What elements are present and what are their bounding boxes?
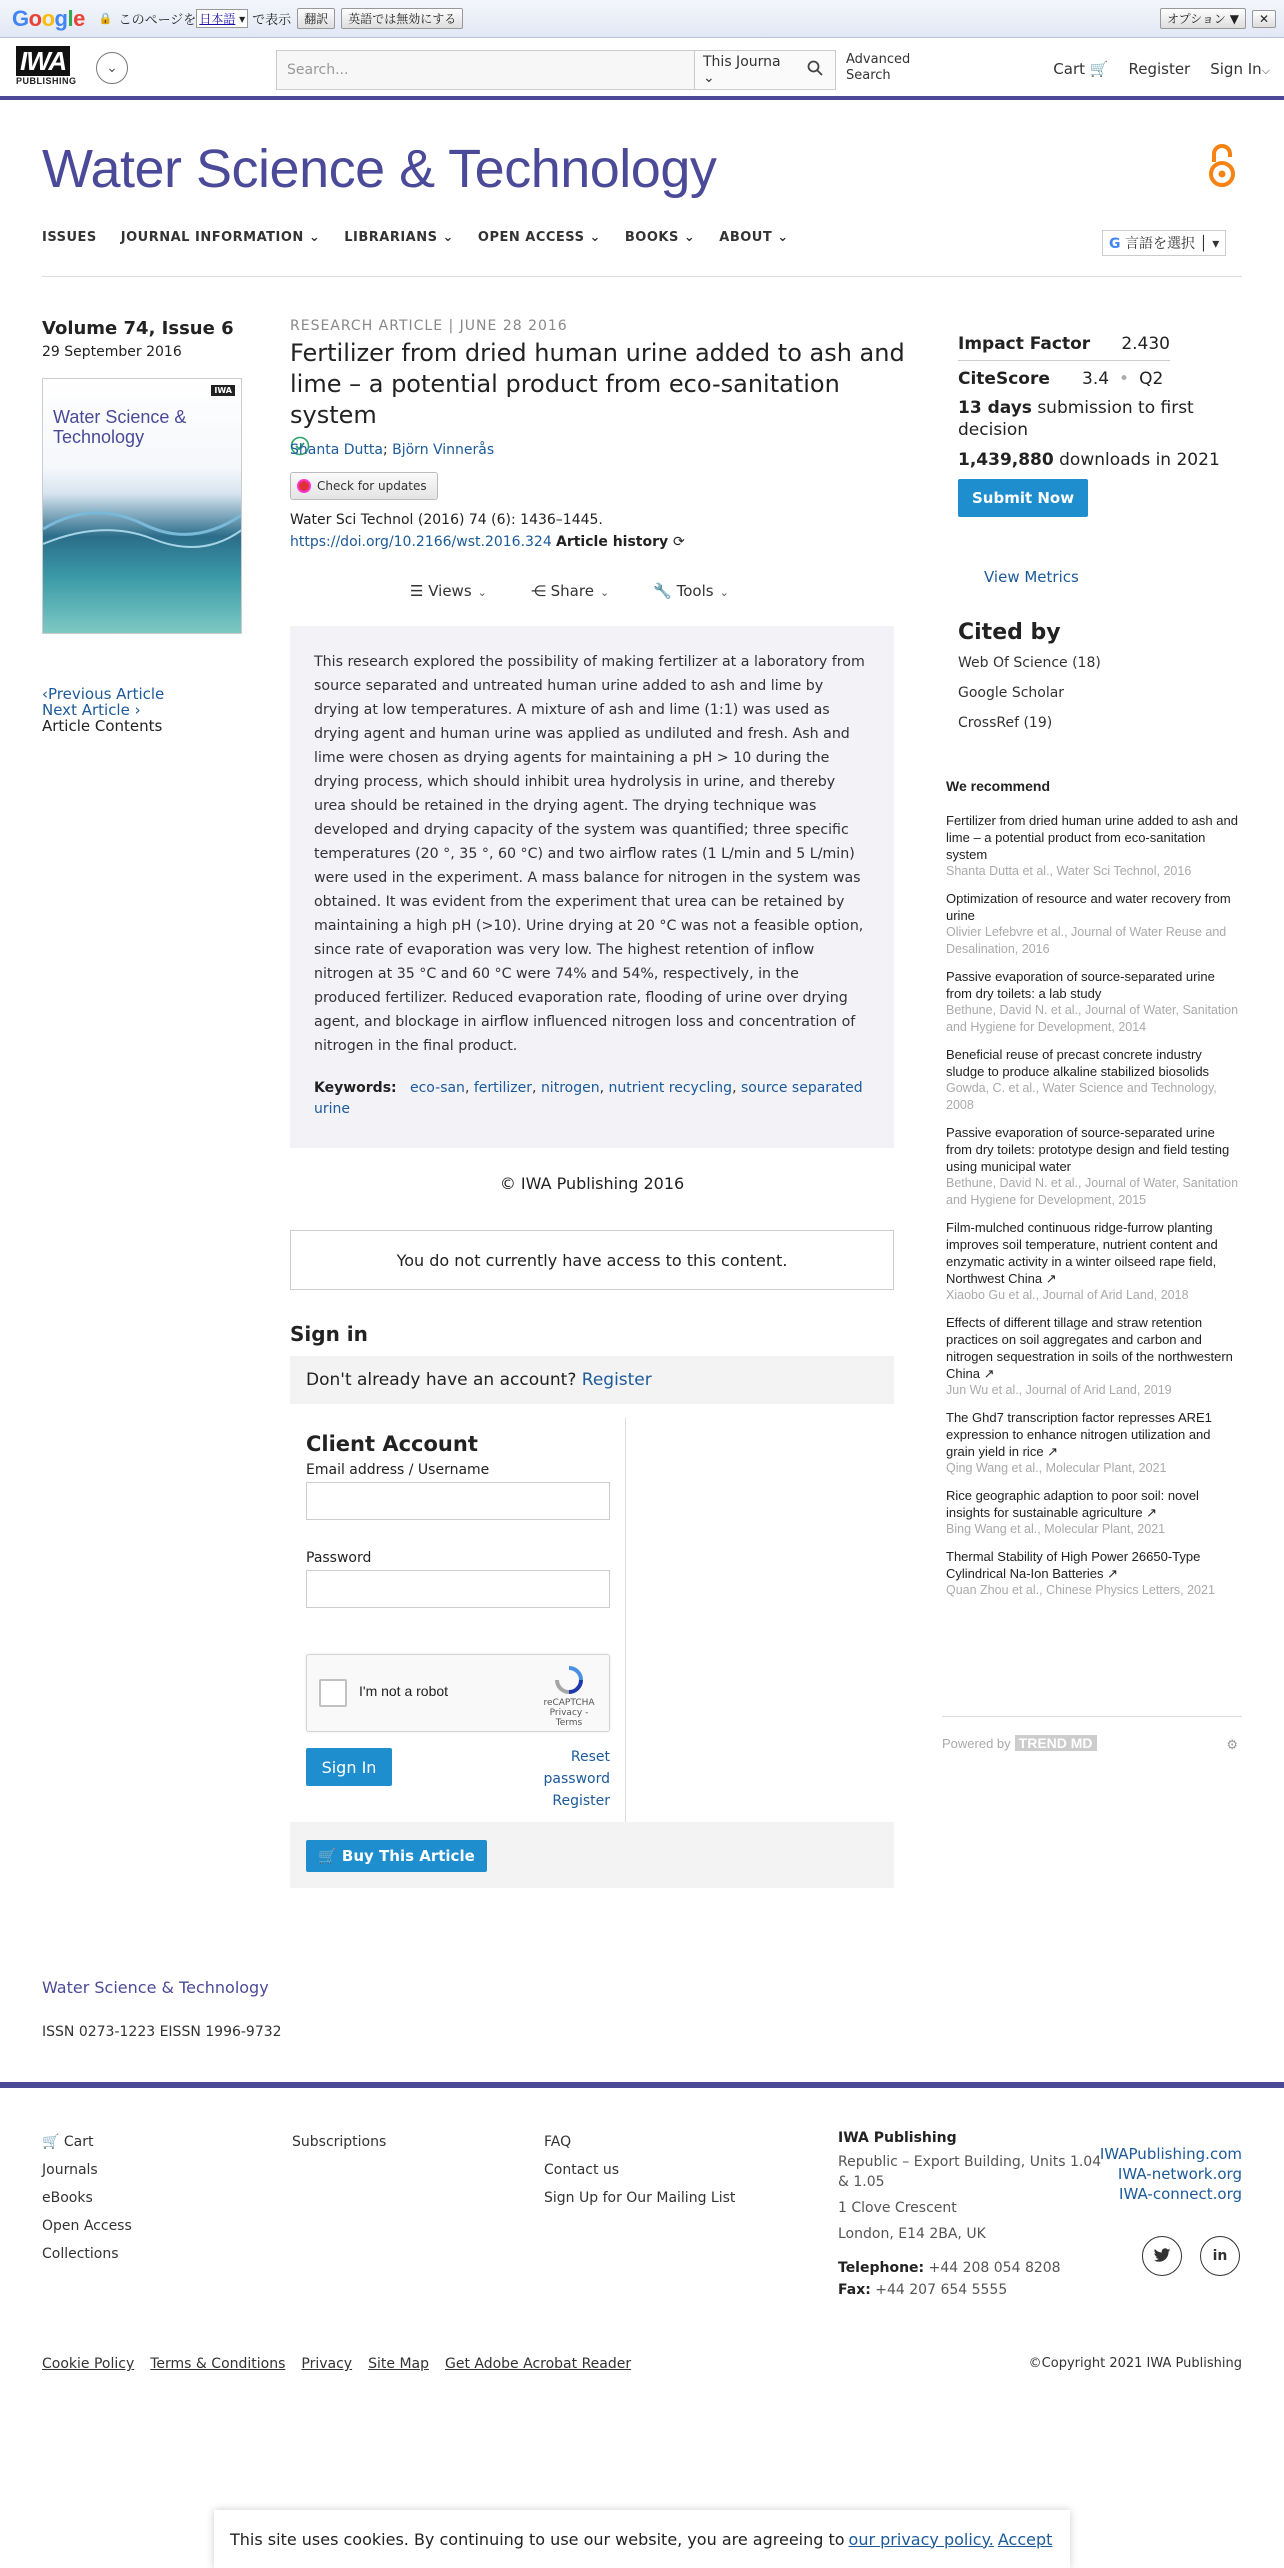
journal-nav xyxy=(42,230,789,245)
history-icon: ⟳ xyxy=(673,534,685,550)
divider xyxy=(42,276,1242,277)
site-link[interactable]: IWA-connect.org xyxy=(1119,2185,1242,2203)
footer-col-1 xyxy=(42,2128,132,2268)
keyword-link[interactable]: fertilizer xyxy=(473,1080,533,1096)
password-label: Password xyxy=(306,1550,372,1566)
translate-suffix: で表示 xyxy=(252,13,292,28)
powered-by-trendmd: Powered by TREND MD ⚙ xyxy=(942,1716,1242,1751)
keywords: Keywords: eco-san, fertilizer, nitrogen, nutrient recycling, source separated urine xyxy=(314,1080,863,1117)
publisher-address: IWA Publishing Republic – Export Building, Units 1.04 & 1.05 1 Clove Crescent London, E14 2BA, UK Telephone: +44 208 054 8208 Fax: +44 207 654 5555 xyxy=(838,2130,1102,2298)
authors: Shanta Dutta; Björn Vinnerås xyxy=(290,442,495,458)
cited-by-item[interactable]: Web Of Science (18) xyxy=(958,655,1101,671)
recommendation-item[interactable]: Thermal Stability of High Power 26650-Type Cylindrical Na-Ion Batteries ↗ Quan Zhou et al., Chinese Physics Letters, 2021 xyxy=(946,1549,1215,1597)
password-field[interactable] xyxy=(306,1570,610,1608)
cover-title: Water Science & Technology xyxy=(53,407,187,447)
wrench-icon: 🔧 xyxy=(653,582,672,600)
open-access-icon xyxy=(1204,144,1240,192)
cited-by-heading: Cited by xyxy=(958,620,1061,645)
buy-article-button[interactable]: 🛒 Buy This Article xyxy=(306,1840,487,1872)
google-logo: Google xyxy=(12,5,85,31)
sign-in-button[interactable]: Sign In xyxy=(306,1748,392,1786)
chevron-down-icon: ⌵ xyxy=(1261,64,1270,77)
iwa-logo[interactable]: IWA PUBLISHING xyxy=(16,46,77,86)
recommendation-item[interactable]: Film-mulched continuous ridge-furrow planting improves soil temperature, nutrient content and enzymatic activity in a winter oilseed rape field, Northwest China ↗ Xiaobo Gu et al., Journal of Arid Land, 2018 xyxy=(946,1220,1218,1302)
privacy-link[interactable]: Privacy xyxy=(301,2356,353,2372)
accept-cookies-link[interactable]: Accept xyxy=(997,2529,1053,2549)
sign-in-heading: Sign in xyxy=(290,1322,368,1346)
chevron-down-icon: ⌄ xyxy=(599,586,610,599)
register-link[interactable]: Register xyxy=(1128,60,1191,78)
register-link[interactable]: Register xyxy=(552,1793,610,1809)
recaptcha-checkbox[interactable] xyxy=(319,1679,347,1707)
disable-translate-button[interactable]: 英語では無効にする xyxy=(341,8,463,29)
chevron-left-icon: ‹ xyxy=(42,685,48,703)
recaptcha-label: I'm not a robot xyxy=(359,1683,449,1699)
recommendation-item[interactable]: The Ghd7 transcription factor represses ARE1 expression to enhance nitrogen utilization and grain yield in rice ↗ Qing Wang et al., Molecular Plant, 2021 xyxy=(946,1410,1212,1475)
citation: Water Sci Technol (2016) 74 (6): 1436–1445. xyxy=(290,512,603,528)
advanced-search-link[interactable]: Advanced Search xyxy=(846,52,911,83)
cart-link[interactable]: Cart 🛒 xyxy=(1053,60,1109,78)
client-account-heading: Client Account xyxy=(306,1432,478,1456)
author-link[interactable]: Shanta Dutta xyxy=(290,442,383,458)
recaptcha xyxy=(306,1654,610,1732)
close-icon[interactable]: ✕ xyxy=(1252,10,1276,28)
header-actions xyxy=(1053,60,1270,78)
recaptcha-icon xyxy=(554,1665,584,1695)
author-link[interactable]: Björn Vinnerås xyxy=(392,442,495,458)
translate-button[interactable]: 翻訳 xyxy=(297,8,335,29)
views-icon: ☰ xyxy=(410,582,424,600)
register-prompt: Don't already have an account? Register xyxy=(290,1356,894,1404)
cart-icon: 🛒 xyxy=(1089,60,1109,78)
share-icon: ⋲ xyxy=(530,582,546,600)
site-link[interactable]: IWA-network.org xyxy=(1117,2165,1242,2183)
footer-subscriptions-link[interactable]: Subscriptions xyxy=(292,2134,387,2150)
cover-wave xyxy=(43,499,242,559)
site-map-link[interactable]: Site Map xyxy=(368,2356,429,2372)
footer-journals-link[interactable]: Journals xyxy=(42,2162,98,2178)
account-links xyxy=(504,1746,610,1812)
volume-issue[interactable]: Volume 74, Issue 6 xyxy=(42,318,234,339)
reset-password-link[interactable]: Reset password xyxy=(543,1749,610,1787)
footer-copyright: ©Copyright 2021 IWA Publishing xyxy=(1028,2356,1242,2371)
email-label: Email address / Username xyxy=(306,1462,490,1478)
nav-open-access[interactable]: OPEN ACCESS ⌄ xyxy=(477,230,601,245)
translate-options-button[interactable]: オプション ▼ xyxy=(1160,8,1246,29)
cart-icon: 🛒 xyxy=(318,1847,337,1865)
footer-col-3 xyxy=(544,2128,735,2212)
nav-issues[interactable]: ISSUES xyxy=(42,230,97,245)
client-account-form xyxy=(290,1418,626,1822)
crossmark-icon xyxy=(297,479,311,493)
chevron-down-icon: ⌄ xyxy=(308,230,321,245)
chevron-down-icon: ⌄ xyxy=(719,586,729,599)
abstract xyxy=(290,626,894,1148)
view-metrics-link[interactable]: View Metrics xyxy=(984,568,1079,586)
chevron-down-icon: ⌄ xyxy=(683,230,696,245)
recaptcha-logo: reCAPTCHA Privacy - Terms xyxy=(539,1665,599,1728)
nav-about[interactable]: ABOUT ⌄ xyxy=(719,230,789,245)
acrobat-link[interactable]: Get Adobe Acrobat Reader xyxy=(444,2356,632,2372)
footer-open-access-link[interactable]: Open Access xyxy=(42,2218,132,2234)
views-dropdown[interactable]: ☰ Views ⌄ xyxy=(410,582,487,600)
nav-books[interactable]: BOOKS ⌄ xyxy=(624,230,696,245)
chevron-down-icon: ⌄ xyxy=(477,586,487,599)
nav-librarians[interactable]: LIBRARIANS ⌄ xyxy=(344,230,454,245)
cover-logo: IWA xyxy=(211,385,235,396)
recommendation-item[interactable]: Beneficial reuse of precast concrete industry sludge to produce alkaline stabilized biosolids Gowda, C. et al., Water Science and Technology, 2008 xyxy=(946,1047,1217,1112)
sign-in-link[interactable]: Sign In⌵ xyxy=(1210,60,1270,78)
next-article-link[interactable]: Next Article › xyxy=(42,701,141,719)
recommendation-item[interactable]: Optimization of resource and water recovery from urine Olivier Lefebvre et al., Journal of Water Reuse and Desalination, 2016 xyxy=(946,891,1231,956)
cited-by-item[interactable]: CrossRef (19) xyxy=(958,715,1053,731)
chevron-down-icon: ⌄ xyxy=(442,230,454,245)
keyword-link[interactable]: source separated urine xyxy=(314,1080,863,1117)
journal-metrics xyxy=(958,334,1258,517)
article-title: Fertilizer from dried human urine added to ash and lime – a potential product from eco-sanitation system xyxy=(290,338,910,464)
recommendation-item[interactable]: Passive evaporation of source-separated urine from dry toilets: a lab study Bethune, David N. et al., Journal of Water, Sanitation and Hygiene for Development, 2014 xyxy=(946,969,1239,1034)
language-selector[interactable]: G 言語を選択 │ ▾ xyxy=(1102,230,1226,256)
translate-prefix: このページを xyxy=(118,13,197,28)
privacy-policy-link[interactable]: our privacy policy. xyxy=(848,2529,994,2549)
footer-col-2 xyxy=(292,2128,386,2156)
chevron-down-icon: ⌄ xyxy=(777,230,789,245)
abstract-text: This research explored the possibility of making fertilizer at a laboratory from source separated and untreated human urine added to ash and lime by drying at low temperatures. A mixture of ash and lime (1:1) was used as drying agent and human urine was applied as undiluted and fresh. Ash and lime were chosen as drying agents for maintaining a pH > 10 during the drying process, which should inhibit urea hydrolysis in urine, and thereby urea should be retained in the drying agent. The drying technique was developed and drying capacity of the system was quantified; three specific temperatures (20 °, 35 °, 60 °C) and two airflow rates (1 L/min and 5 L/min) were used in the experiment. A mass balance for nitrogen in the system was obtained. It was evident from the experiment that urea can be retained by maintaining a high pH (>10). Urine drying at 20 °C was not a feasible option, since rate of evaporation was very low. The highest retention of inflow nitrogen at 35 °C and 60 °C were 74% and 54%, respectively, in the produced fertilizer. Reduced evaporation rate, flooding of urine over drying agent, and blockage in airflow influenced nitrogen loss and concentration of nitrogen in the final product. xyxy=(314,654,865,1054)
impact-factor: Impact Factor 2.430 xyxy=(958,334,1170,361)
search-icon[interactable] xyxy=(795,60,835,80)
keyword-link[interactable]: eco-san xyxy=(410,1080,465,1096)
twitter-icon[interactable] xyxy=(1142,2236,1182,2276)
language-select[interactable]: 日本語 ▾ xyxy=(196,9,248,28)
recommendation-item[interactable]: Effects of different tillage and straw retention practices on soil aggregates and carbon and nitrogen sequestration in soils of the northwestern China ↗ Jun Wu et al., Journal of Arid Land, 2019 xyxy=(946,1315,1233,1397)
chevron-down-icon: ⌄ xyxy=(589,230,601,245)
submit-now-button[interactable]: Submit Now xyxy=(958,479,1088,517)
cookie-policy-link[interactable]: Cookie Policy xyxy=(42,2356,135,2372)
google-g-icon: G xyxy=(1109,236,1121,252)
recommendation-item[interactable]: Rice geographic adaption to poor soil: novel insights for sustainable agriculture ↗ Bing Wang et al., Molecular Plant, 2021 xyxy=(946,1488,1199,1536)
article-meta: RESEARCH ARTICLE | JUNE 28 2016 xyxy=(290,318,568,334)
cited-by xyxy=(958,620,1101,745)
cited-by-item[interactable]: Google Scholar xyxy=(958,685,1065,701)
nav-journal-information[interactable]: JOURNAL INFORMATION ⌄ xyxy=(120,230,321,245)
legal-links xyxy=(42,2356,631,2372)
purchase-bar xyxy=(290,1822,894,1888)
downloads: 1,439,880 downloads in 2021 xyxy=(958,450,1220,470)
doi-link[interactable]: https://doi.org/10.2166/wst.2016.324 xyxy=(290,534,552,550)
recommendations xyxy=(946,778,1242,1609)
footer-divider xyxy=(0,2082,1284,2088)
journal-title[interactable]: Water Science & Technology xyxy=(42,139,717,199)
recommendation-item[interactable]: Passive evaporation of source-separated urine from dry toilets: prototype design and field testing using municipal water Bethune, David N. et al., Journal of Water, Sanitation and Hygiene for Development, 2015 xyxy=(946,1125,1239,1207)
keyword-link[interactable]: nitrogen xyxy=(540,1080,600,1096)
submission-time: 13 days submission to first decision xyxy=(958,398,1194,440)
share-dropdown[interactable]: ⋲ Share ⌄ xyxy=(530,582,610,600)
lock-icon: 🔒 xyxy=(98,12,113,25)
search-scope-select[interactable]: This Journa ⌄ xyxy=(703,54,781,86)
check-for-updates-button[interactable]: Check for updates xyxy=(290,472,438,500)
trendmd-logo[interactable]: TREND MD xyxy=(1015,1735,1097,1751)
footer-journal-title[interactable]: Water Science & Technology xyxy=(42,1978,269,1997)
access-notice: You do not currently have access to this content. xyxy=(290,1230,894,1290)
footer-sites xyxy=(1100,2144,1242,2204)
citescore: CiteScore 3.4 • Q2 xyxy=(958,369,1164,389)
cookie-banner: This site uses cookies. By continuing to use our website, you are agreeing to our privacy policy. Accept xyxy=(214,2510,1070,2568)
issn: ISSN 0273-1223 EISSN 1996-9732 xyxy=(42,2024,282,2040)
recommend-heading: We recommend xyxy=(946,778,1050,794)
journal-cover[interactable] xyxy=(42,378,242,634)
article-navigation xyxy=(42,686,164,734)
issue-date: 29 September 2016 xyxy=(42,344,182,360)
recommendation-item[interactable]: Fertilizer from dried human urine added to ash and lime – a potential product from eco-sanitation system Shanta Dutta et al., Water Sci Technol, 2016 xyxy=(946,813,1238,878)
article-contents-link[interactable]: Article Contents xyxy=(42,717,163,735)
search-input[interactable]: Search... xyxy=(277,51,695,89)
article-copyright: © IWA Publishing 2016 xyxy=(499,1174,685,1193)
footer-cart-link[interactable]: 🛒 Cart xyxy=(42,2134,94,2150)
footer-ebooks-link[interactable]: eBooks xyxy=(42,2190,93,2206)
linkedin-icon[interactable]: in xyxy=(1200,2236,1240,2276)
terms-link[interactable]: Terms & Conditions xyxy=(150,2356,286,2372)
chevron-right-icon: › xyxy=(134,701,141,719)
footer-collections-link[interactable]: Collections xyxy=(42,2246,119,2262)
footer-mailing-list-link[interactable]: Sign Up for Our Mailing List xyxy=(544,2190,736,2206)
email-field[interactable] xyxy=(306,1482,610,1520)
footer-faq-link[interactable]: FAQ xyxy=(544,2134,572,2150)
chevron-down-icon[interactable]: ⌄ xyxy=(96,52,128,84)
tools-dropdown[interactable]: 🔧 Tools ⌄ xyxy=(653,582,729,600)
article-toolbar xyxy=(410,582,729,600)
site-link[interactable]: IWAPublishing.com xyxy=(1099,2145,1242,2163)
keyword-link[interactable]: nutrient recycling xyxy=(608,1080,733,1096)
previous-article-link[interactable]: ‹Previous Article xyxy=(42,685,165,703)
footer-contact-link[interactable]: Contact us xyxy=(544,2162,620,2178)
gear-icon[interactable]: ⚙ xyxy=(1226,1737,1238,1752)
article-history-button[interactable]: Article history ⟳ xyxy=(556,534,685,550)
search-bar xyxy=(276,50,836,90)
site-header xyxy=(0,38,1284,100)
cart-icon: 🛒 xyxy=(42,2134,60,2150)
register-link[interactable]: Register xyxy=(581,1370,652,1390)
translate-bar xyxy=(0,0,1284,38)
